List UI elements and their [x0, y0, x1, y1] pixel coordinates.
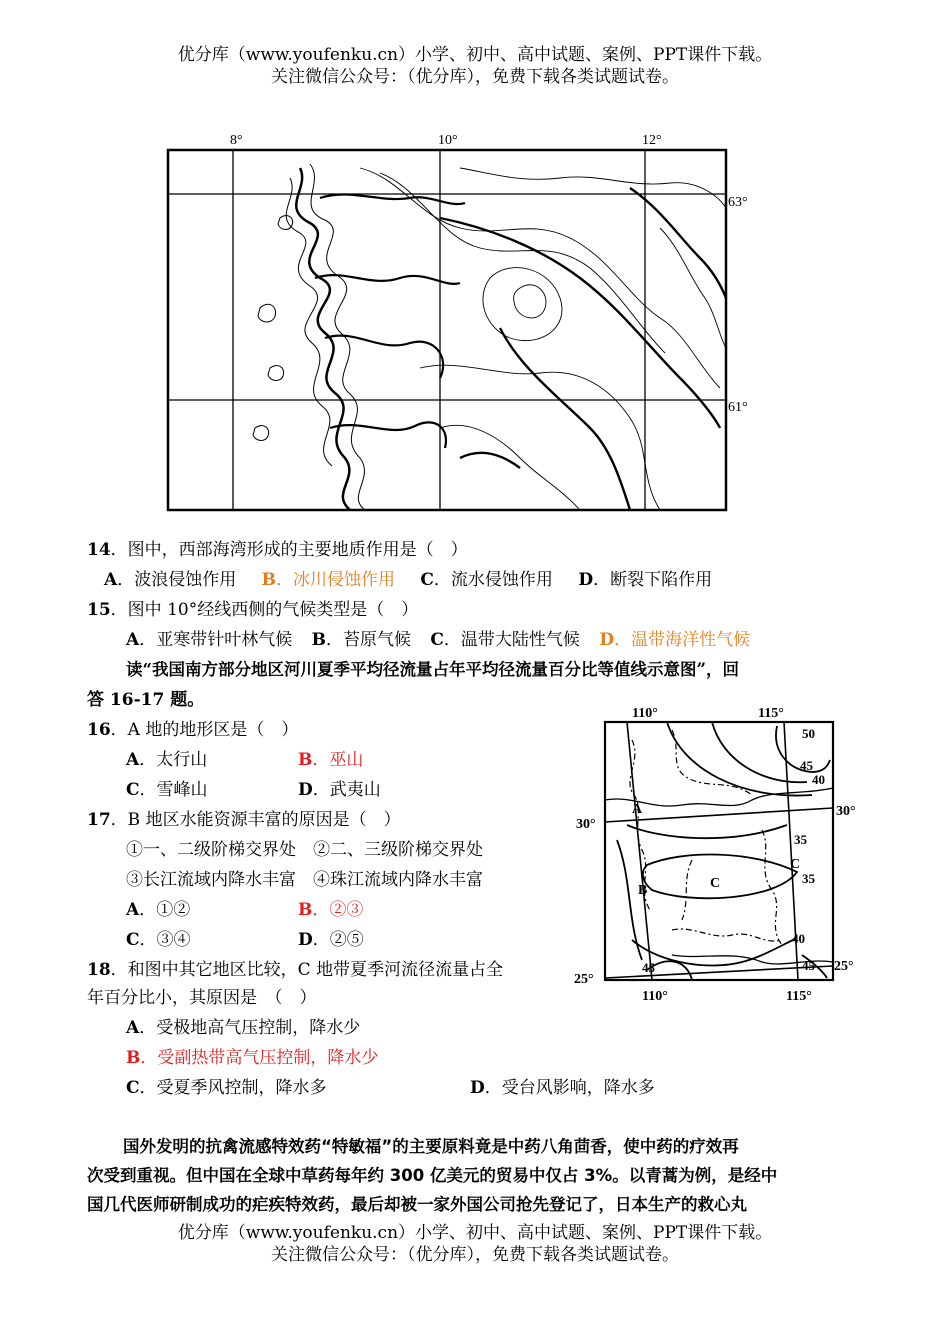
map2-lat-30-left: 30°	[576, 817, 596, 832]
q18-option-a[interactable]: A．受极地高气压控制，降水少	[126, 1018, 361, 1038]
map2-iso-40-top: 40	[812, 772, 825, 787]
map2-point-c-right: C	[790, 857, 801, 872]
q16-option-d[interactable]: D．武夷山	[298, 780, 381, 800]
map2-lat-25-left: 25°	[574, 972, 594, 987]
q16-option-a[interactable]: A．太行山	[126, 750, 208, 770]
map2-iso-40-bottom: 40	[792, 931, 805, 946]
q15-option-d[interactable]: D．温带海洋性气候	[599, 630, 751, 650]
map2-iso-45-bottom-right: 45	[802, 958, 815, 973]
map2-lon-110-top: 110°	[632, 706, 658, 721]
q17-stem: 17．B 地区水能资源丰富的原因是（ ）	[87, 810, 401, 830]
intro-line-2: 答 16-17 题。	[87, 690, 205, 710]
q15-option-a[interactable]: A．亚寒带针叶林气候	[126, 630, 293, 650]
q14-option-a[interactable]: A．波浪侵蚀作用	[104, 570, 237, 590]
map2-iso-35-a: 35	[794, 832, 807, 847]
q17-option-b[interactable]: B．②③	[298, 900, 364, 920]
q15-option-b[interactable]: B．苔原气候	[311, 630, 411, 650]
map1-thick-ridges	[440, 188, 726, 510]
passage-line-3: 国几代医师研制成功的疟疾特效药，最后却被一家外国公司抢先登记了，日本生产的救心丸	[87, 1195, 747, 1214]
q14-stem: 14．图中，西部海湾形成的主要地质作用是（ ）	[87, 540, 468, 560]
map2-lon-115-top: 115°	[758, 706, 784, 721]
q16-option-c[interactable]: C．雪峰山	[126, 780, 208, 800]
intro-line-1: 读“我国南方部分地区河川夏季平均径流量占年平均径流量百分比等值线示意图”，回	[126, 660, 739, 679]
q17-option-a[interactable]: A．①②	[126, 900, 191, 920]
map2-point-a: A	[632, 802, 643, 817]
map1-lon-8: 8°	[230, 133, 243, 148]
passage-line-2: 次受到重视。但中国在全球中草药每年约 300 亿美元的贸易中仅占 3%。以青蒿为例，是经中	[87, 1166, 778, 1185]
q14-option-b[interactable]: B．冰川侵蚀作用	[261, 570, 395, 590]
map2-lat-30-right: 30°	[836, 804, 856, 819]
header-line-2: 关注微信公众号：（优分库），免费下载各类试题试卷。	[271, 67, 679, 87]
map2-lon-115-bottom: 115°	[786, 989, 812, 1004]
map2-point-c-center: C	[710, 876, 721, 891]
map1-lat-63: 63°	[728, 195, 748, 210]
map2-iso-50: 50	[802, 726, 815, 741]
map2-point-labels	[632, 802, 800, 898]
map2-iso-45-top: 45	[800, 758, 813, 773]
q17-items-2: ③长江流域内降水丰富 ④珠江流域内降水丰富	[126, 870, 483, 890]
map2-point-b: B	[638, 883, 648, 898]
map1-fjords	[315, 194, 465, 448]
map2-lat-25-right: 25°	[834, 959, 854, 974]
q15-options	[126, 628, 750, 652]
q14-option-d[interactable]: D．断裂下陷作用	[578, 570, 713, 590]
footer-line-2: 关注微信公众号：（优分库），免费下载各类试题试卷。	[271, 1245, 679, 1265]
q17-option-c[interactable]: C．③④	[126, 930, 191, 950]
q15-stem: 15．图中 10°经线西侧的气候类型是（ ）	[87, 600, 419, 620]
map1-contours	[360, 168, 726, 510]
runoff-isoline-map	[572, 700, 872, 1010]
map2-iso-45-bottom-left: 45	[642, 960, 655, 975]
map1-lat-61: 61°	[728, 400, 748, 415]
map1-frame	[168, 150, 726, 510]
passage-line-1: 国外发明的抗禽流感特效药“特敏福”的主要原料竟是中药八角茴香，使中药的疗效再	[123, 1137, 739, 1156]
q14-options	[104, 568, 712, 592]
fjord-contour-map	[160, 128, 760, 518]
q14-option-c[interactable]: C．流水侵蚀作用	[420, 570, 553, 590]
q17-option-d[interactable]: D．②⑤	[298, 930, 364, 950]
map1-lon-12: 12°	[642, 133, 662, 148]
footer-line-1: 优分库（www.youfenku.cn）小学、初中、高中试题、案例、PPT课件下载。	[177, 1223, 773, 1243]
q17-items-1: ①一、二级阶梯交界处 ②二、三级阶梯交界处	[126, 840, 483, 860]
map1-lon-10: 10°	[438, 133, 458, 148]
q16-option-b[interactable]: B．巫山	[298, 750, 364, 770]
header-line-1: 优分库（www.youfenku.cn）小学、初中、高中试题、案例、PPT课件下载。	[177, 45, 773, 65]
q15-option-c[interactable]: C．温带大陆性气候	[430, 630, 580, 650]
map2-iso-35-b: 35	[802, 871, 815, 886]
q18-option-c[interactable]: C．受夏季风控制，降水多	[126, 1078, 327, 1098]
map1-islands	[253, 216, 293, 441]
q16-stem: 16．A 地的地形区是（ ）	[87, 720, 299, 740]
map2-isoline-labels	[642, 726, 825, 975]
q18-option-b[interactable]: B．受副热带高气压控制，降水少	[126, 1048, 379, 1068]
q18-stem-1: 18．和图中其它地区比较，C 地带夏季河流径流量占全	[87, 960, 504, 980]
q18-option-d[interactable]: D．受台风影响，降水多	[470, 1078, 655, 1098]
map2-lon-110-bottom: 110°	[642, 989, 668, 1004]
q18-stem-2: 年百分比小，其原因是 （ ）	[87, 988, 317, 1008]
